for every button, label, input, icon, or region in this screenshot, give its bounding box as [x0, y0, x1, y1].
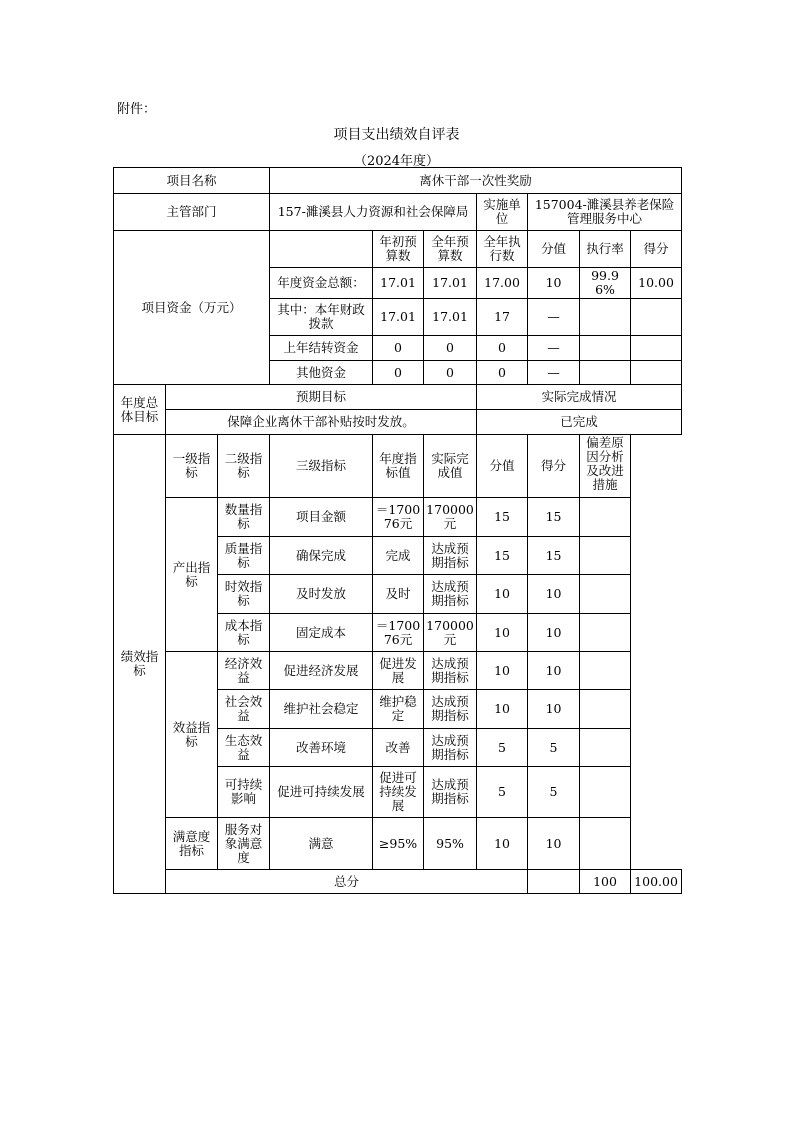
- department-label: 主管部门: [114, 194, 270, 231]
- funds-cell: 17: [477, 299, 528, 336]
- funds-header-cell: 执行率: [580, 231, 631, 268]
- level1-indicator: 满意度指标: [166, 818, 218, 870]
- score-value: 10: [528, 818, 580, 870]
- level3-indicator: 固定成本: [270, 614, 373, 652]
- level1-indicator: 产出指标: [166, 498, 218, 652]
- actual-value: 达成预期指标: [424, 729, 477, 767]
- perf-header-cell: 实际完成值: [424, 435, 477, 498]
- deviation-note: [580, 729, 631, 767]
- score-value: 15: [528, 537, 580, 575]
- perf-header-cell: 得分: [528, 435, 580, 498]
- points-value: 10: [477, 818, 528, 870]
- deviation-note: [580, 818, 631, 870]
- actual-value: 170000元: [424, 498, 477, 537]
- points-value: 5: [477, 767, 528, 818]
- level2-indicator: 时效指标: [218, 575, 270, 614]
- funds-row-label: 上年结转资金: [270, 336, 373, 361]
- score-value: 10: [528, 652, 580, 690]
- level3-indicator: 改善环境: [270, 729, 373, 767]
- points-value: 10: [477, 652, 528, 690]
- level3-indicator: 满意: [270, 818, 373, 870]
- level3-indicator: 确保完成: [270, 537, 373, 575]
- funds-header-cell: 得分: [631, 231, 682, 268]
- perf-header-cell: 二级指标: [218, 435, 270, 498]
- target-value: 及时: [373, 575, 424, 614]
- funds-cell: —: [528, 299, 580, 336]
- annual-goals-label: 年度总体目标: [114, 385, 166, 435]
- target-value: 维护稳定: [373, 690, 424, 729]
- funds-cell: 17.01: [373, 268, 424, 299]
- project-name-label: 项目名称: [114, 168, 270, 194]
- target-value: 促进发展: [373, 652, 424, 690]
- unit-label: 实施单位: [477, 194, 528, 231]
- perf-header-cell: 三级指标: [270, 435, 373, 498]
- document-year: （2024年度）: [353, 154, 440, 169]
- document-title: 项目支出绩效自评表: [333, 127, 460, 143]
- funds-cell: 0: [373, 336, 424, 361]
- score-value: 15: [528, 498, 580, 537]
- goals-header-row: [114, 385, 682, 410]
- funds-cell: [580, 361, 631, 385]
- level2-indicator: 服务对象满意度: [218, 818, 270, 870]
- perf-row: [114, 818, 682, 870]
- points-value: 15: [477, 537, 528, 575]
- points-value: 15: [477, 498, 528, 537]
- funds-row-label: 其他资金: [270, 361, 373, 385]
- deviation-note: [580, 614, 631, 652]
- department-row: [114, 194, 682, 231]
- funds-header-cell: 全年执行数: [477, 231, 528, 268]
- total-row: [114, 870, 682, 894]
- level3-indicator: 促进经济发展: [270, 652, 373, 690]
- level2-indicator: 生态效益: [218, 729, 270, 767]
- deviation-note: [580, 537, 631, 575]
- funds-header-cell: 全年预算数: [424, 231, 477, 268]
- target-value: 促进可持续发展: [373, 767, 424, 818]
- actual-value: 达成预期指标: [424, 652, 477, 690]
- funds-cell: 17.01: [373, 299, 424, 336]
- actual-value: 达成预期指标: [424, 537, 477, 575]
- funds-cell: —: [528, 336, 580, 361]
- score-value: 5: [528, 729, 580, 767]
- funds-row-label: 其中：本年财政拨款: [270, 299, 373, 336]
- funds-cell: 17.00: [477, 268, 528, 299]
- deviation-note: [580, 652, 631, 690]
- actual-value: 170000元: [424, 614, 477, 652]
- level3-indicator: 项目金额: [270, 498, 373, 537]
- level2-indicator: 成本指标: [218, 614, 270, 652]
- actual-value: 达成预期指标: [424, 767, 477, 818]
- funds-cell: [580, 336, 631, 361]
- funds-cell: 99.96%: [580, 268, 631, 299]
- funds-header-blank: [270, 231, 373, 268]
- funds-cell: 10: [528, 268, 580, 299]
- performance-evaluation-table: [113, 167, 682, 894]
- annex-label: 附件：: [117, 102, 157, 117]
- actual-completion-header: 实际完成情况: [477, 385, 682, 410]
- performance-indicators-label: 绩效指标: [114, 435, 166, 894]
- actual-value: 95%: [424, 818, 477, 870]
- funds-cell: 0: [373, 361, 424, 385]
- funds-cell: 0: [477, 361, 528, 385]
- level2-indicator: 社会效益: [218, 690, 270, 729]
- total-label: 总分: [166, 870, 528, 894]
- target-value: ≥95%: [373, 818, 424, 870]
- deviation-note: [580, 498, 631, 537]
- funds-label: 项目资金（万元）: [114, 231, 270, 385]
- goals-content-row: [114, 410, 682, 435]
- total-points: 100: [580, 870, 631, 894]
- department-value: 157-濉溪县人力资源和社会保障局: [270, 194, 477, 231]
- funds-cell: 0: [477, 336, 528, 361]
- points-value: 10: [477, 690, 528, 729]
- score-value: 10: [528, 614, 580, 652]
- funds-cell: [631, 299, 682, 336]
- deviation-note: [580, 575, 631, 614]
- perf-row: [114, 498, 682, 537]
- project-name-row: [114, 168, 682, 194]
- funds-cell: 10.00: [631, 268, 682, 299]
- funds-cell: [631, 336, 682, 361]
- perf-header-cell: 分值: [477, 435, 528, 498]
- unit-value: 157004-濉溪县养老保险管理服务中心: [528, 194, 682, 231]
- funds-cell: 0: [424, 336, 477, 361]
- funds-cell: 17.01: [424, 268, 477, 299]
- funds-cell: 0: [424, 361, 477, 385]
- score-value: 10: [528, 575, 580, 614]
- perf-row: [114, 652, 682, 690]
- score-value: 10: [528, 690, 580, 729]
- perf-header-row: [114, 435, 682, 498]
- points-value: 5: [477, 729, 528, 767]
- level3-indicator: 促进可持续发展: [270, 767, 373, 818]
- funds-cell: 17.01: [424, 299, 477, 336]
- project-name-value: 离休干部一次性奖励: [270, 168, 682, 194]
- perf-header-cell: 一级指标: [166, 435, 218, 498]
- deviation-note: [580, 767, 631, 818]
- target-value: 改善: [373, 729, 424, 767]
- total-score: 100.00: [631, 870, 682, 894]
- points-value: 10: [477, 575, 528, 614]
- level2-indicator: 经济效益: [218, 652, 270, 690]
- level2-indicator: 数量指标: [218, 498, 270, 537]
- perf-header-cell: 偏差原因分析及改进措施: [580, 435, 631, 498]
- target-value: ＝170076元: [373, 614, 424, 652]
- funds-cell: [631, 361, 682, 385]
- target-value: 完成: [373, 537, 424, 575]
- level1-indicator: 效益指标: [166, 652, 218, 818]
- funds-header-cell: 分值: [528, 231, 580, 268]
- level2-indicator: 质量指标: [218, 537, 270, 575]
- expected-goal-text: 保障企业离休干部补贴按时发放。: [166, 410, 477, 435]
- level3-indicator: 维护社会稳定: [270, 690, 373, 729]
- score-value: 5: [528, 767, 580, 818]
- expected-goal-header: 预期目标: [166, 385, 477, 410]
- level3-indicator: 及时发放: [270, 575, 373, 614]
- target-value: ＝170076元: [373, 498, 424, 537]
- deviation-note: [580, 690, 631, 729]
- actual-completion-text: 已完成: [477, 410, 682, 435]
- funds-row-label: 年度资金总额：: [270, 268, 373, 299]
- funds-cell: —: [528, 361, 580, 385]
- perf-header-cell: 年度指标值: [373, 435, 424, 498]
- points-value: 10: [477, 614, 528, 652]
- total-blank: [528, 870, 580, 894]
- funds-header-row: [114, 231, 682, 268]
- funds-cell: [580, 299, 631, 336]
- funds-header-cell: 年初预算数: [373, 231, 424, 268]
- actual-value: 达成预期指标: [424, 690, 477, 729]
- actual-value: 达成预期指标: [424, 575, 477, 614]
- level2-indicator: 可持续影响: [218, 767, 270, 818]
